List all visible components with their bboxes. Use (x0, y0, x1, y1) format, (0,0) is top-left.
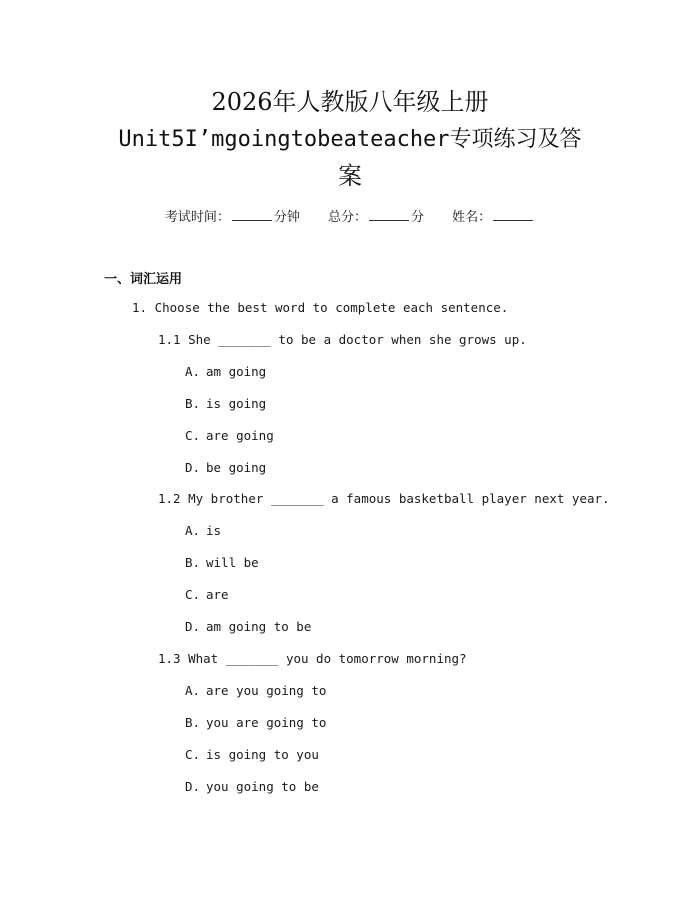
subquestion-1-3 (158, 651, 467, 666)
subquestion-text: She _______ to be a doctor when she grows up. (188, 332, 527, 347)
option-d (185, 619, 311, 634)
option-label: A. (185, 683, 201, 698)
name-label: 姓名： (452, 210, 492, 225)
time-blank (232, 208, 272, 221)
option-label: B. (185, 555, 201, 570)
option-text: are going (206, 428, 274, 443)
title-line-2: Unit5I’mgoingtobeateacher专项练习及答 (118, 127, 582, 152)
option-a (185, 523, 221, 538)
score-blank (369, 208, 409, 221)
option-c (185, 587, 229, 602)
option-text: will be (206, 555, 259, 570)
score-unit: 分 (411, 210, 425, 225)
name-blank (493, 208, 533, 221)
option-c (185, 747, 319, 762)
option-b (185, 715, 326, 730)
exam-name (452, 206, 535, 225)
title-line-1: 2026年人教版八年级上册 (211, 88, 489, 116)
option-text: am going (206, 364, 267, 379)
option-d (185, 460, 266, 475)
option-text: is going (206, 396, 267, 411)
option-label: D. (185, 779, 201, 794)
question-text: Choose the best word to complete each sentence. (154, 300, 509, 315)
score-label: 总分： (327, 210, 367, 225)
option-label: B. (185, 396, 201, 411)
option-text: you are going to (206, 715, 327, 730)
question-1 (132, 300, 508, 315)
exam-meta (0, 206, 700, 225)
option-text: are you going to (206, 683, 327, 698)
option-text: be going (206, 460, 267, 475)
option-text: is going to you (206, 747, 319, 762)
option-label: A. (185, 364, 201, 379)
option-d (185, 779, 319, 794)
subquestion-text: My brother _______ a famous basketball player next year. (188, 491, 610, 506)
subquestion-1-1 (158, 332, 527, 347)
section-title: 一、词汇运用 (104, 272, 183, 287)
option-label: C. (185, 428, 201, 443)
option-label: C. (185, 747, 201, 762)
option-text: is (206, 523, 222, 538)
option-label: D. (185, 619, 201, 634)
option-a (185, 364, 266, 379)
option-label: A. (185, 523, 201, 538)
option-label: B. (185, 715, 201, 730)
option-label: C. (185, 587, 201, 602)
document-title (100, 84, 600, 195)
option-label: D. (185, 460, 201, 475)
time-unit: 分钟 (273, 210, 300, 225)
subquestion-1-2 (158, 491, 610, 506)
exam-score (328, 206, 424, 225)
option-b (185, 555, 259, 570)
option-b (185, 396, 266, 411)
option-c (185, 428, 274, 443)
question-number: 1. (132, 300, 148, 315)
option-text: are (206, 587, 229, 602)
option-text: am going to be (206, 619, 312, 634)
option-text: you going to be (206, 779, 319, 794)
time-label: 考试时间： (164, 210, 230, 225)
subquestion-text: What _______ you do tomorrow morning? (188, 651, 467, 666)
subquestion-number: 1.1 (158, 332, 181, 347)
subquestion-number: 1.3 (158, 651, 181, 666)
title-line-3: 案 (338, 162, 362, 190)
option-a (185, 683, 326, 698)
subquestion-number: 1.2 (158, 491, 181, 506)
exam-time (165, 206, 300, 225)
